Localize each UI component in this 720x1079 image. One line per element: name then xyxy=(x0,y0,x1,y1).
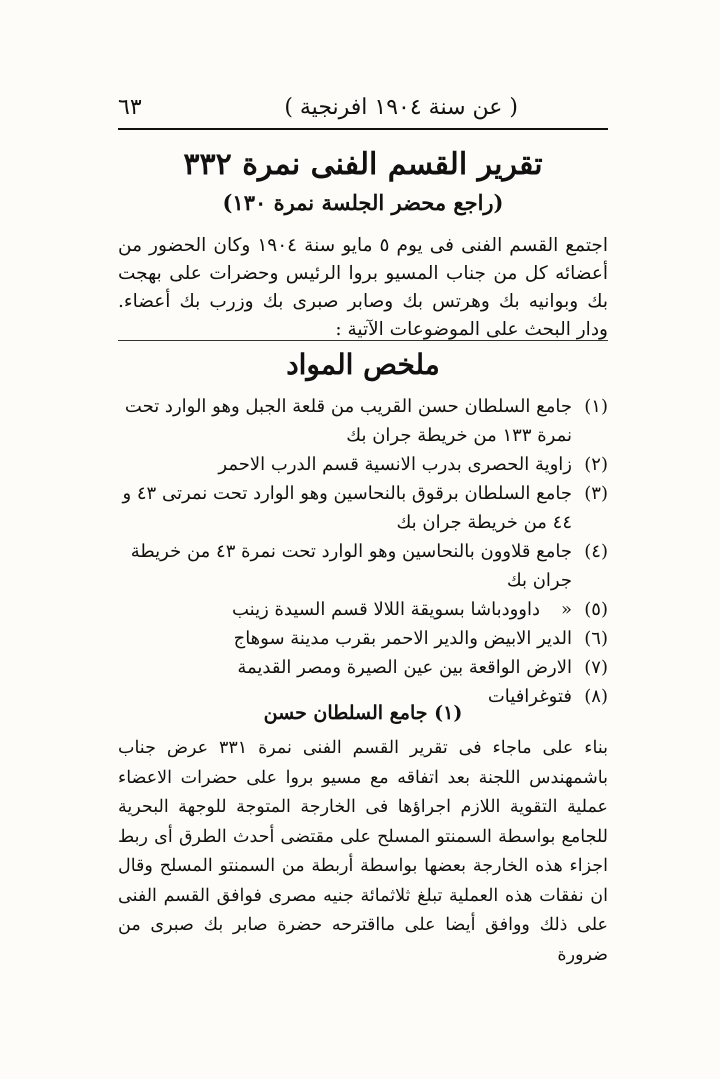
report-title: تقرير القسم الفنى نمرة ٣٣٢ xyxy=(183,147,543,182)
page-number: ٦٣ xyxy=(118,94,142,120)
intro-text: اجتمع القسم الفنى فى يوم ٥ مايو سنة ١٩٠٤ وكان الحضور من أعضائه كل من جناب المسيو بروا الرئيس وحضرات على بهجت بك وبوانيه بك وهرتس بك وصابر صبرى بك وزرب بك أعضاء. ودار البحث على الموضوعات الآتية : xyxy=(118,235,608,340)
running-header xyxy=(118,90,608,124)
list-item xyxy=(118,450,608,479)
section-heading: (١) جامع السلطان حسن xyxy=(263,702,463,724)
list-item xyxy=(118,624,608,653)
item-number: (٥) xyxy=(584,599,608,620)
list-item xyxy=(118,479,608,537)
list-item xyxy=(118,595,608,624)
summary-heading: ملخص المواد xyxy=(286,348,440,381)
item-text-wrapper xyxy=(118,595,572,624)
item-number: (٧) xyxy=(584,657,608,678)
item-text: جامع قلاوون بالنحاسين وهو الوارد تحت نمرة ٤٣ من خريطة جران بك xyxy=(130,541,572,591)
header-rule xyxy=(118,128,608,130)
summary-list xyxy=(118,392,608,711)
item-number: (٦) xyxy=(584,628,608,649)
list-item xyxy=(118,653,608,682)
item-number: (٨) xyxy=(584,686,608,707)
list-item xyxy=(118,537,608,595)
item-number: (١) xyxy=(584,396,608,417)
ditto-mark: « xyxy=(560,599,572,620)
body-paragraph xyxy=(118,734,608,970)
item-text: فتوغرافيات xyxy=(487,686,572,707)
report-subtitle: (راجع محضر الجلسة نمرة ١٣٠) xyxy=(222,190,504,215)
item-text: جامع السلطان حسن القريب من قلعة الجبل وهو الوارد تحت نمرة ١٣٣ من خريطة جران بك xyxy=(124,396,572,446)
item-text: داوودباشا بسويقة اللالا قسم السيدة زينب xyxy=(231,599,540,620)
item-text: الدير الابيض والدير الاحمر بقرب مدينة سوهاج xyxy=(233,628,572,649)
item-text: جامع السلطان برقوق بالنحاسين وهو الوارد تحت نمرتى ٤٣ و ٤٤ من خريطة جران بك xyxy=(122,483,572,533)
item-number: (٢) xyxy=(584,454,608,475)
item-number: (٣) xyxy=(584,483,608,504)
running-title: ( عن سنة ١٩٠٤ افرنجية ) xyxy=(284,94,518,120)
item-text: الارض الواقعة بين عين الصيرة ومصر القديمة xyxy=(237,657,572,678)
intro-paragraph xyxy=(118,232,608,344)
item-number: (٤) xyxy=(584,541,608,562)
list-item xyxy=(118,392,608,450)
item-text: زاوية الحصرى بدرب الانسية قسم الدرب الاحمر xyxy=(218,454,572,475)
body-text: بناء على ماجاء فى تقرير القسم الفنى نمرة ٣٣١ عرض جناب باشمهندس اللجنة بعد اتفاقه مع مسيو بروا على حضرات الاعضاء عملية التقوية اللازم اجراؤها فى الخارجة المتوجة للوجهة البحرية للجامع بواسطة السمنتو المسلح على مقتضى أحدث الطرق أى ربط اجزاء هذه الخارجة بعضها بواسطة أربطة من السمنتو المسلح وقال ان نفقات هذه العملية تبلغ ثلاثمائة جنيه مصرى فوافق القسم الفنى على ذلك ووافق أيضا على مااقترحه حضرة صابر بك صبرى من ضرورة xyxy=(118,738,608,965)
section-divider xyxy=(118,340,608,341)
